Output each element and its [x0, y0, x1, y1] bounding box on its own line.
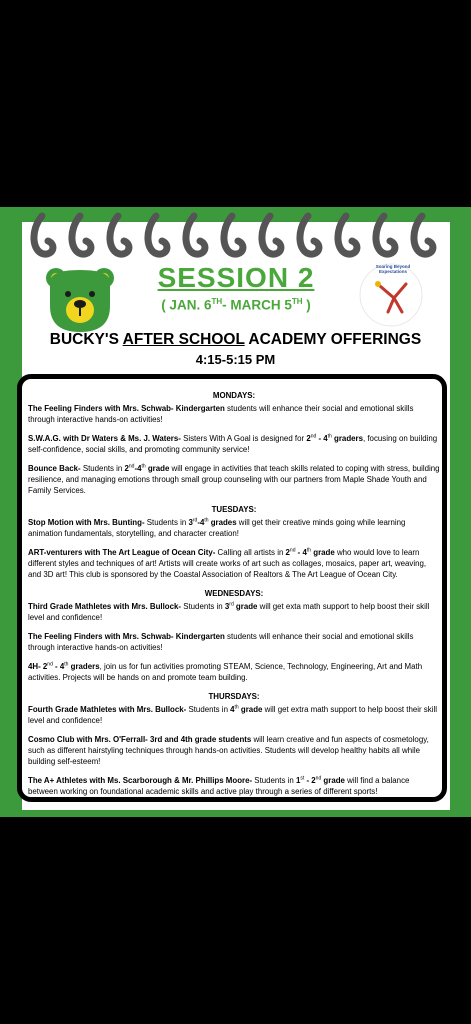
list-item: The Feeling Finders with Mrs. Schwab- Kindergarten students will enhance their social and emotional skills through interactive hands-on activities!	[28, 404, 414, 424]
bear-logo-icon	[44, 266, 116, 334]
list-item: Stop Motion with Mrs. Bunting- Students in 3rd-4th grades will get their creative minds going while learning animation fundamentals, storytelling, and character creation!	[28, 517, 406, 538]
list-item: ART-venturers with The Art League of Ocean City- Calling all artists in 2nd - 4th grade who would love to learn different styles and techniques of art! Artists will create works of art such as collages, mosaics, paper art, weaving, and 3D art! This club is sponsored by the Coastal Association of Realtors & The Art League of Ocean City.	[28, 547, 427, 579]
spiral-rings-icon	[28, 208, 448, 264]
list-item: The A+ Athletes with Ms. Scarborough & Mr. Phillips Moore- Students in 1st - 2nd grade will find a balance between working on foundational academic skills and active play through a series of different sports!	[28, 775, 410, 796]
list-item: Bounce Back- Students in 2nd-4th grade will engage in activities that teach skills related to coping with stress, building resilience, and managing emotions through small group counseling with our partners from Maple Shade Youth and Family Services.	[28, 463, 440, 495]
day-heading-tuesday: TUESDAYS:	[211, 505, 257, 514]
logo-text: Soaring Beyond Expectations	[375, 264, 411, 274]
session-dates: ( JAN. 6TH- MARCH 5TH )	[161, 297, 311, 313]
list-item: S.W.A.G. with Dr Waters & Ms. J. Waters- Sisters With A Goal is designed for 2nd - 4th graders, focusing on building self-confidence, social skills, and promoting community service!	[28, 433, 438, 454]
session-title: SESSION 2	[157, 262, 315, 293]
list-item: Fourth Grade Mathletes with Mrs. Bullock- Students in 4th grade will get extra math support to help boost their skill level and confidence!	[28, 704, 437, 725]
list-item: 4H- 2nd - 4th graders, join us for fun activities promoting STEAM, Science, Technology, Engineering, Art and Math activities. Projects will be hands on and promote team building.	[28, 661, 423, 682]
day-heading-wednesday: WEDNESDAYS:	[204, 589, 264, 598]
day-heading-monday: MONDAYS:	[212, 391, 256, 400]
offerings-content	[28, 390, 440, 805]
list-item: Cosmo Club with Mrs. O'Ferrall- 3rd and 4th grade students will learn creative and fun aspects of cosmetology, such as different hairstyling techniques through hands-on activities. Students will develop healthy habits all while building self-esteem!	[28, 735, 429, 766]
day-heading-thursday: THURSDAYS:	[208, 692, 260, 701]
list-item: Third Grade Mathletes with Mrs. Bullock- Students in 3rd grade will get exta math support to help boost their skill level and confidence!	[28, 601, 430, 622]
time-range: 4:15-5:15 PM	[195, 352, 276, 367]
school-logo	[358, 262, 424, 328]
page-title: BUCKY'S AFTER SCHOOL ACADEMY OFFERINGS	[49, 331, 422, 348]
list-item: The Feeling Finders with Mrs. Schwab- Kindergarten students will enhance their social and emotional skills through interactive hands-on activities!	[28, 632, 414, 652]
